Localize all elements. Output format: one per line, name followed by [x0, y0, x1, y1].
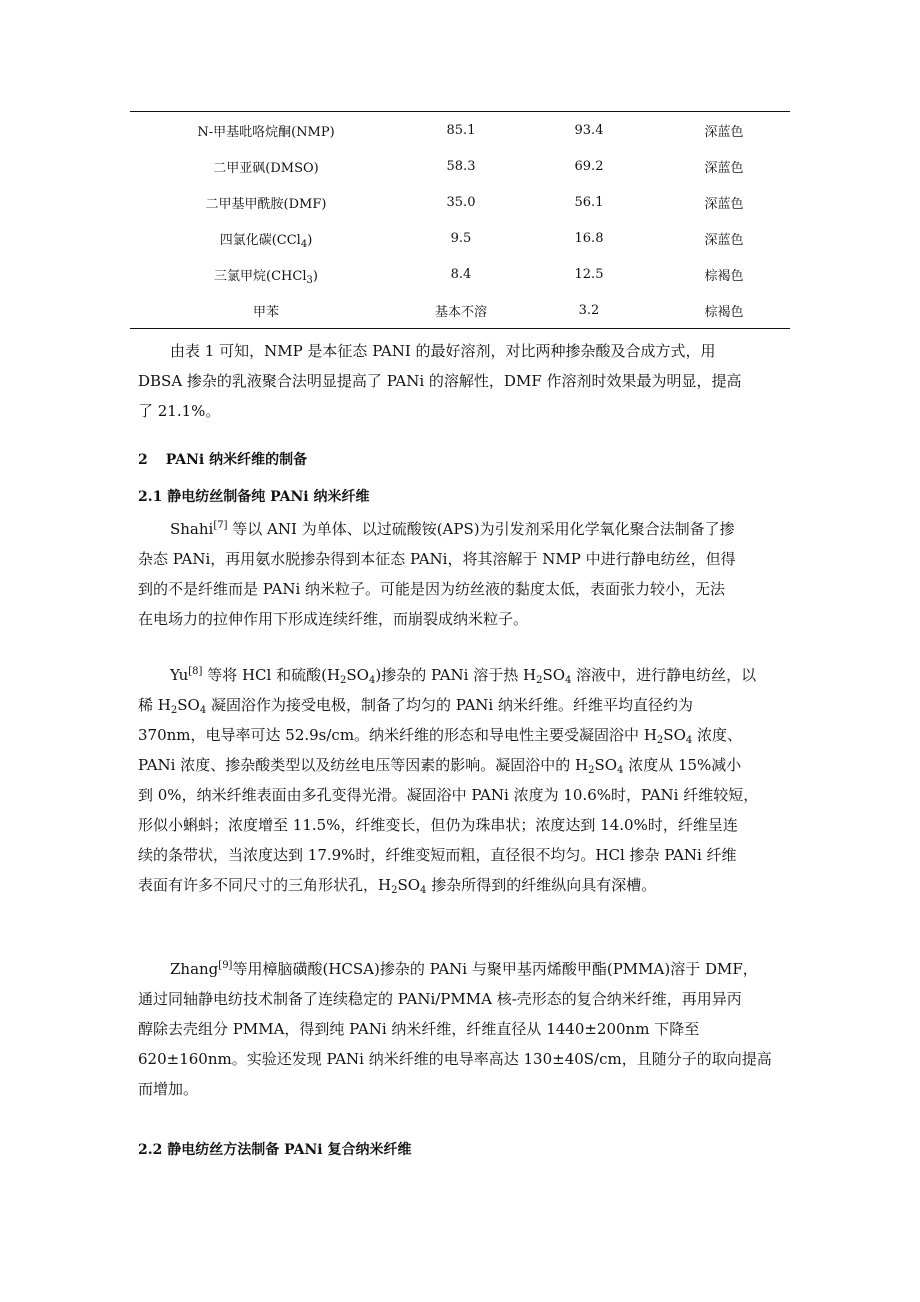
cell-value-2: 16.8 [574, 230, 604, 246]
cell-value-1: 9.5 [450, 230, 472, 246]
text-line: 到 0%，纳米纤维表面由多孔变得光滑。凝固浴中 PANi 浓度为 10.6%时，PANi 纤维较短， [138, 786, 759, 804]
cell-value-2: 3.2 [578, 302, 600, 318]
cell-color: 棕褐色 [704, 304, 744, 320]
cell-color: 深蓝色 [704, 124, 744, 140]
text-line: 形似小蝌蚪；浓度增至 11.5%，纤维变长，但仍为珠串状；浓度达到 14.0%时，纤维呈连 [138, 816, 738, 834]
cell-value-2: 69.2 [574, 158, 604, 174]
cell-value-1: 35.0 [446, 194, 476, 210]
section-heading-2-1: 2.1 静电纺丝制备纯 PANi 纳米纤维 [138, 489, 370, 505]
cell-value-1: 58.3 [446, 158, 476, 174]
table-row [130, 256, 790, 292]
cell-value-1: 基本不溶 [434, 304, 487, 320]
text-line: Zhang[9]等用樟脑磺酸(HCSA)掺杂的 PANi 与聚甲基丙烯酸甲酯(PMMA)溶于 DMF， [170, 960, 758, 978]
text-line: 到的不是纤维而是 PANi 纳米粒子。可能是因为纺丝液的黏度太低，表面张力较小，无法 [138, 580, 726, 598]
cell-solvent: 甲苯 [252, 304, 279, 320]
cell-solvent: 二甲亚砜(DMSO) [213, 160, 319, 176]
text-line: 620±160nm。实验还发现 PANi 纳米纤维的电导率高达 130±40S/cm，且随分子的取向提高 [138, 1050, 772, 1068]
table-row [130, 292, 790, 328]
paragraph-shahi [138, 514, 790, 634]
text-line: DBSA 掺杂的乳液聚合法明显提高了 PANi 的溶解性，DMF 作溶剂时效果最为明显，提高 [138, 372, 742, 390]
paragraph-yu [138, 660, 790, 900]
text-line: PANi 浓度、掺杂酸类型以及纺丝电压等因素的影响。凝固浴中的 $H_2SO_4$ 浓度从 15%减小 [138, 756, 742, 776]
cell-value-1: 85.1 [446, 122, 476, 138]
text-line: 杂态 PANi，再用氨水脱掺杂得到本征态 PANi，将其溶解于 NMP 中进行静电纺丝，但得 [138, 550, 736, 568]
cell-value-2: 93.4 [574, 122, 604, 138]
text-line: 通过同轴静电纺技术制备了连续稳定的 PANi/PMMA 核-壳形态的复合纳米纤维，再用异丙 [138, 990, 742, 1008]
text-line: 在电场力的拉伸作用下形成连续纤维，而崩裂成纳米粒子。 [138, 610, 529, 628]
cell-value-2: 56.1 [574, 194, 604, 210]
cell-solvent: 二甲基甲酰胺(DMF) [205, 196, 327, 212]
text-line: Yu[8] 等将 HCl 和硫酸$(H_2SO_4)$掺杂的 PANi 溶于热 $H_2SO_4$ 溶液中，进行静电纺丝，以 [170, 666, 757, 686]
cell-color: 深蓝色 [704, 232, 744, 248]
text-line: 表面有许多不同尺寸的三角形状孔，$H_2SO_4$ 掺杂所得到的纤维纵向具有深槽。 [138, 876, 657, 896]
table-bottom-rule [130, 328, 790, 329]
cell-value-1: 8.4 [450, 266, 472, 282]
text-line: 续的条带状，当浓度达到 17.9%时，纤维变短而粗，直径很不均匀。HCl 掺杂 PANi 纤维 [138, 846, 737, 864]
table-row [130, 112, 790, 148]
cell-color: 棕褐色 [704, 268, 744, 284]
text-line: 370nm，电导率可达 52.9s/cm。纳米纤维的形态和导电性主要受凝固浴中 $H_2SO_4$ 浓度、 [138, 726, 743, 746]
text-line: 稀 $H_2SO_4$ 凝固浴作为接受电极，制备了均匀的 PANi 纳米纤维。纤维平均直径约为 [138, 696, 693, 716]
cell-solvent: 三氯甲烷(CHCl$_3$) [214, 268, 318, 286]
table-row [130, 184, 790, 220]
solubility-table [130, 111, 790, 329]
table-row [130, 148, 790, 184]
cell-color: 深蓝色 [704, 160, 744, 176]
text-line: 由表 1 可知，NMP 是本征态 PANI 的最好溶剂，对比两种掺杂酸及合成方式，用 [170, 342, 716, 360]
cell-value-2: 12.5 [574, 266, 604, 282]
cell-color: 深蓝色 [704, 196, 744, 212]
paragraph-table-summary [138, 336, 790, 426]
cell-solvent: N-甲基吡咯烷酮(NMP) [197, 124, 335, 140]
text-line: Shahi[7] 等以 ANI 为单体、以过硫酸铵(APS)为引发剂采用化学氧化聚合法制备了掺 [170, 520, 735, 538]
section-heading-2: 2 PANi 纳米纤维的制备 [138, 452, 308, 468]
text-line: 了 21.1%。 [138, 402, 221, 420]
table-row [130, 220, 790, 256]
section-heading-2-2: 2.2 静电纺丝方法制备 PANi 复合纳米纤维 [138, 1142, 412, 1158]
text-line: 而增加。 [138, 1080, 199, 1098]
text-line: 醇除去壳组分 PMMA，得到纯 PANi 纳米纤维，纤维直径从 1440±200nm 下降至 [138, 1020, 700, 1038]
cell-solvent: 四氯化碳(CCl$_4$) [219, 232, 313, 250]
paragraph-zhang [138, 954, 790, 1104]
